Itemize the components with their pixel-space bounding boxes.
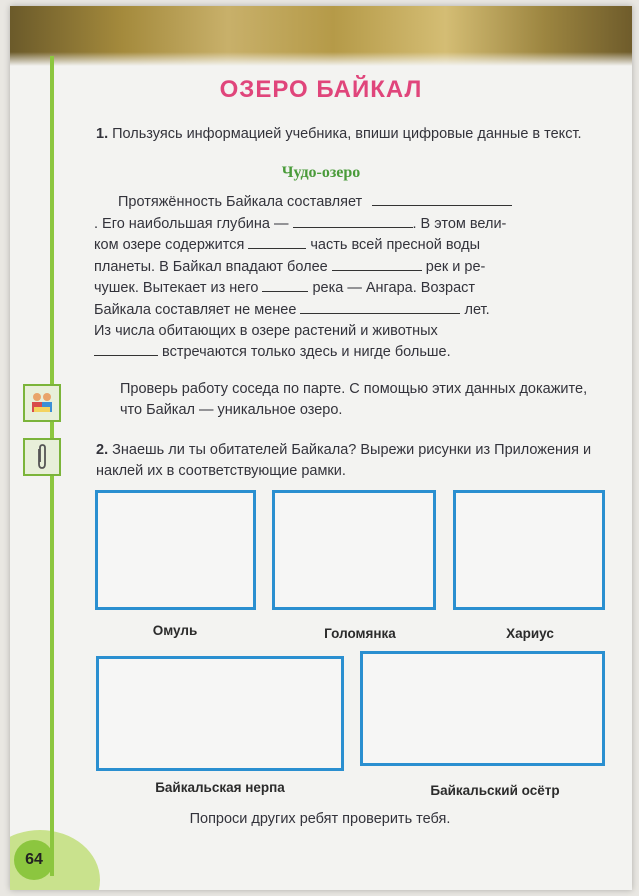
pair-work-icon	[23, 384, 61, 422]
task1-subtitle: Чудо-озеро	[281, 164, 361, 181]
caption-kharius: Хариус	[506, 626, 554, 641]
blank-length[interactable]	[372, 191, 512, 206]
page-number: 64	[14, 840, 54, 880]
workbook-page	[10, 6, 632, 890]
blank-depth[interactable]	[293, 213, 413, 228]
blank-water-share[interactable]	[248, 234, 306, 249]
page-title: ОЗЕРО БАЙКАЛ	[219, 76, 423, 103]
frame-kharius[interactable]	[453, 490, 605, 610]
caption-golomyanka: Голомянка	[324, 626, 396, 641]
frame-osetr[interactable]	[360, 651, 605, 766]
blank-rivers[interactable]	[332, 256, 422, 271]
blank-age[interactable]	[300, 299, 460, 314]
caption-nerpa: Байкальская нерпа	[155, 780, 285, 795]
task2-number: 2.	[96, 442, 109, 458]
caption-omul: Омуль	[152, 623, 198, 638]
frame-omul[interactable]	[95, 490, 256, 610]
task2-footer: Попроси других ребят проверить тебя.	[189, 811, 451, 827]
frame-nerpa[interactable]	[96, 656, 344, 771]
caption-osetr: Байкальский осётр	[430, 783, 560, 798]
task1-check: Проверь работу соседа по парте. С помощью этих данных докажите, что Байкал — уникальное озеро.	[120, 381, 588, 418]
blank-endemic[interactable]	[94, 341, 158, 356]
paperclip-icon	[23, 438, 61, 476]
header-banner-image	[10, 6, 632, 66]
task2-instruction: 2. Знаешь ли ты обитателей Байкала? Вырежи рисунки из Приложения и наклей их в соответствующие рамки.	[96, 442, 592, 479]
task1-fill-text: Протяжённость Байкала составляет . Его наибольшая глубина — . В этом вели- ком озере содержится часть всей пресной воды планеты. В Байкал впадают более рек и ре- чушек. Вытекает из него река — Ангара. Возраст Байкала составляет не менее лет. Из числа обитающих в озере растений и животных встречаются только здесь и нигде больше.	[94, 191, 606, 363]
task1-number: 1.	[96, 126, 109, 142]
task1-instruction: 1. Пользуясь информацией учебника, впиши цифровые данные в текст.	[96, 126, 582, 142]
frame-golomyanka[interactable]	[272, 490, 436, 610]
blank-outflow[interactable]	[262, 277, 308, 292]
